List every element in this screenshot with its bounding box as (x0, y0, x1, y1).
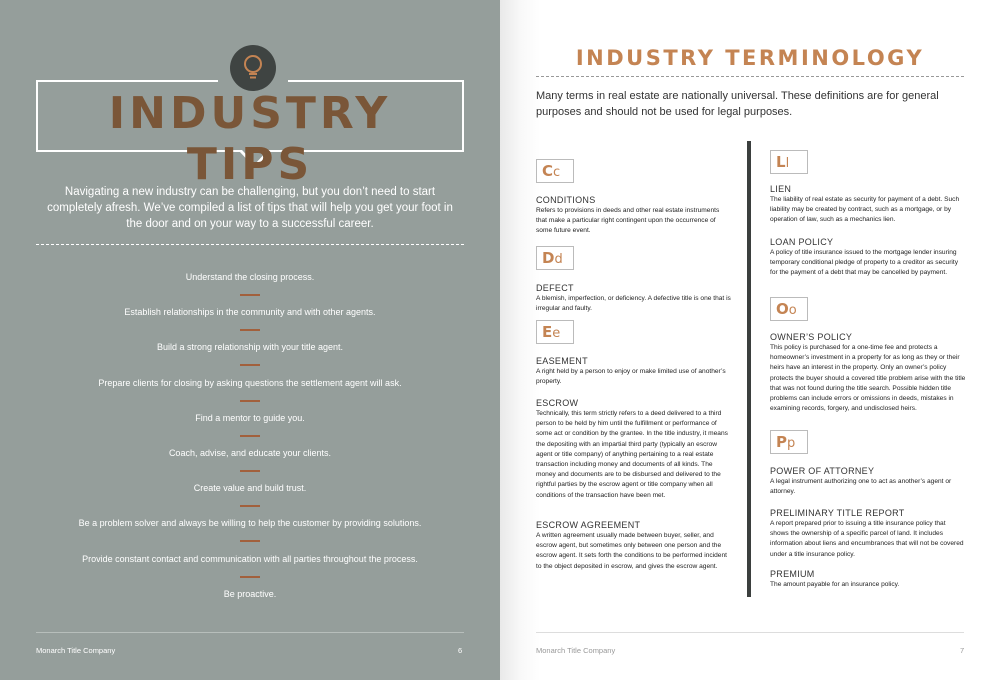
term-escrow (536, 398, 732, 501)
term-preliminary-title-report (770, 508, 966, 560)
term-definition: A legal instrument authorizing one to act as another’s agent or attorney. (770, 478, 952, 496)
letter-heading-l (770, 150, 808, 174)
term-definition: This policy is purchased for a one-time fee and protects a homeowner’s investment in a property for as long as they or their heirs have an interest in the property. Only an owner’s policy protects the buyer should a covered title problem arise with the title that was not found during the title search. Possible hidden title problems can include errors or omissions in deeds, mistakes in examining records, forgery, and undisclosed heirs. (770, 344, 966, 413)
tip-separator (240, 470, 260, 472)
term-power-of-attorney (770, 466, 966, 497)
letter-heading-o (770, 297, 808, 321)
intro-text: Many terms in real estate are nationally universal. These definitions are for general purposes and should not be used for legal purposes. (536, 90, 939, 118)
term-definition: Technically, this term strictly refers to a deed delivered to a third person to be held by him until the fulfillment or performance of some act or condition by the grantee. In the title industry, it means the depositing with an impartial third party (typically an escrow agent or title company) of anything pertaining to a real estate transaction including money and documents of all kinds. The money and documents are to be disbursed and delivered to the rightful parties by the escrow agent or title company when all conditions of the transaction have been met. (536, 410, 728, 499)
tip-text: Be a problem solver and always be willing to help the customer by providing solutions. (78, 518, 422, 529)
dashed-divider (536, 76, 964, 77)
term-definition: A right held by a person to enjoy or make limited use of another’s property. (536, 368, 726, 386)
term-name: POWER OF ATTORNEY (770, 466, 875, 476)
tip-item (36, 552, 464, 587)
term-escrow-agreement (536, 520, 732, 572)
tip-item (36, 481, 464, 516)
term-name: OWNER’S POLICY (770, 332, 853, 342)
page-title: INDUSTRY TIPS (108, 88, 392, 190)
tip-item (36, 376, 464, 411)
term-name: PREMIUM (770, 569, 815, 579)
footer-company: Monarch Title Company (536, 646, 616, 655)
tip-separator (240, 400, 260, 402)
tip-text: Find a mentor to guide you. (195, 412, 305, 423)
page-number: 6 (458, 646, 463, 655)
tip-item (36, 270, 464, 305)
letter-heading-c (536, 159, 574, 183)
letter-upper: D (542, 249, 555, 267)
letter-upper: L (776, 153, 786, 171)
tip-separator (240, 329, 260, 331)
term-definition: The liability of real estate as security for payment of a debt. Such liability may be created by contract, such as a mortgage, or by operation of law, such as a mechanics lien. (770, 196, 960, 224)
letter-lower: d (554, 252, 563, 267)
term-loan-policy (770, 237, 966, 279)
letter-lower: p (787, 436, 796, 451)
intro-text: Navigating a new industry can be challenging, but you don’t need to start completely afresh. We’ve compiled a list of tips that will help you get your foot in the door and on your way to a successful career. (47, 186, 453, 230)
tip-separator (240, 505, 260, 507)
letter-lower: e (552, 326, 561, 341)
tip-text: Prepare clients for closing by asking questions the settlement agent will ask. (98, 377, 402, 388)
tip-separator (240, 540, 260, 542)
footer-company: Monarch Title Company (36, 646, 116, 655)
tip-item (36, 446, 464, 481)
tip-text: Provide constant contact and communication with all parties throughout the process. (82, 553, 418, 564)
tip-text: Build a strong relationship with your title agent. (156, 342, 344, 353)
page-title: INDUSTRY TERMINOLOGY (575, 46, 925, 70)
letter-upper: C (542, 162, 554, 180)
right-page (500, 0, 1000, 680)
tip-item (36, 587, 464, 622)
term-definition: A report prepared prior to issuing a title insurance policy that shows the ownership of a specific parcel of land. It includes information about liens and encumbrances that will not be covered under a title insurance policy. (770, 520, 964, 558)
term-name: DEFECT (536, 283, 574, 293)
lightbulb-icon (230, 45, 276, 91)
term-easement (536, 356, 732, 387)
term-name: ESCROW (536, 398, 579, 408)
term-name: LOAN POLICY (770, 237, 834, 247)
letter-upper: E (542, 323, 553, 341)
footer-divider (536, 632, 964, 633)
term-name: ESCROW AGREEMENT (536, 520, 641, 530)
tip-text: Establish relationships in the community and with other agents. (124, 307, 376, 318)
term-definition: A policy of title insurance issued to the mortgage lender insuring temporary conditional pledge of property to a creditor as security for the payment of a debt that may be cancelled by payment. (770, 249, 959, 277)
column-divider (747, 141, 751, 597)
tip-item (36, 516, 464, 551)
letter-upper: P (776, 433, 787, 451)
tip-item (36, 305, 464, 340)
term-definition: The amount payable for an insurance policy. (770, 581, 900, 588)
letter-heading-p (770, 430, 808, 454)
tip-separator (240, 294, 260, 296)
term-name: CONDITIONS (536, 195, 596, 205)
tip-text: Be proactive. (223, 588, 277, 599)
tip-text: Understand the closing process. (185, 272, 315, 282)
letter-lower: l (785, 156, 790, 171)
tip-separator (240, 576, 260, 578)
term-definition: Refers to provisions in deeds and other real estate instruments that make a particular right contingent upon the occurrence of some future event. (536, 207, 720, 235)
tip-text: Coach, advise, and educate your clients. (168, 447, 332, 458)
term-definition: A blemish, imperfection, or deficiency. A defective title is one that is irregular and faulty. (536, 295, 731, 313)
tip-text: Create value and build trust. (193, 483, 307, 494)
term-name: PRELIMINARY TITLE REPORT (770, 508, 905, 518)
letter-heading-e (536, 320, 574, 344)
term-lien (770, 184, 966, 226)
tip-item (36, 411, 464, 446)
letter-lower: c (553, 165, 561, 180)
tip-item (36, 340, 464, 375)
term-owners-policy (770, 332, 966, 414)
letter-heading-d (536, 246, 574, 270)
dashed-divider (36, 244, 464, 245)
tips-list (36, 270, 464, 622)
page-number: 7 (960, 646, 965, 655)
footer-divider (36, 632, 464, 633)
tip-separator (240, 435, 260, 437)
term-name: LIEN (770, 184, 792, 194)
letter-upper: O (776, 300, 789, 318)
term-definition: A written agreement usually made between buyer, seller, and escrow agent, but sometimes only between one person and the escrow agent. It sets forth the conditions to be performed incident to the object deposited in escrow, and gives the escrow agent. (536, 532, 727, 570)
term-conditions (536, 195, 732, 237)
term-premium (770, 569, 966, 590)
term-name: EASEMENT (536, 356, 588, 366)
term-defect (536, 283, 732, 314)
tip-separator (240, 364, 260, 366)
letter-lower: o (788, 303, 797, 318)
